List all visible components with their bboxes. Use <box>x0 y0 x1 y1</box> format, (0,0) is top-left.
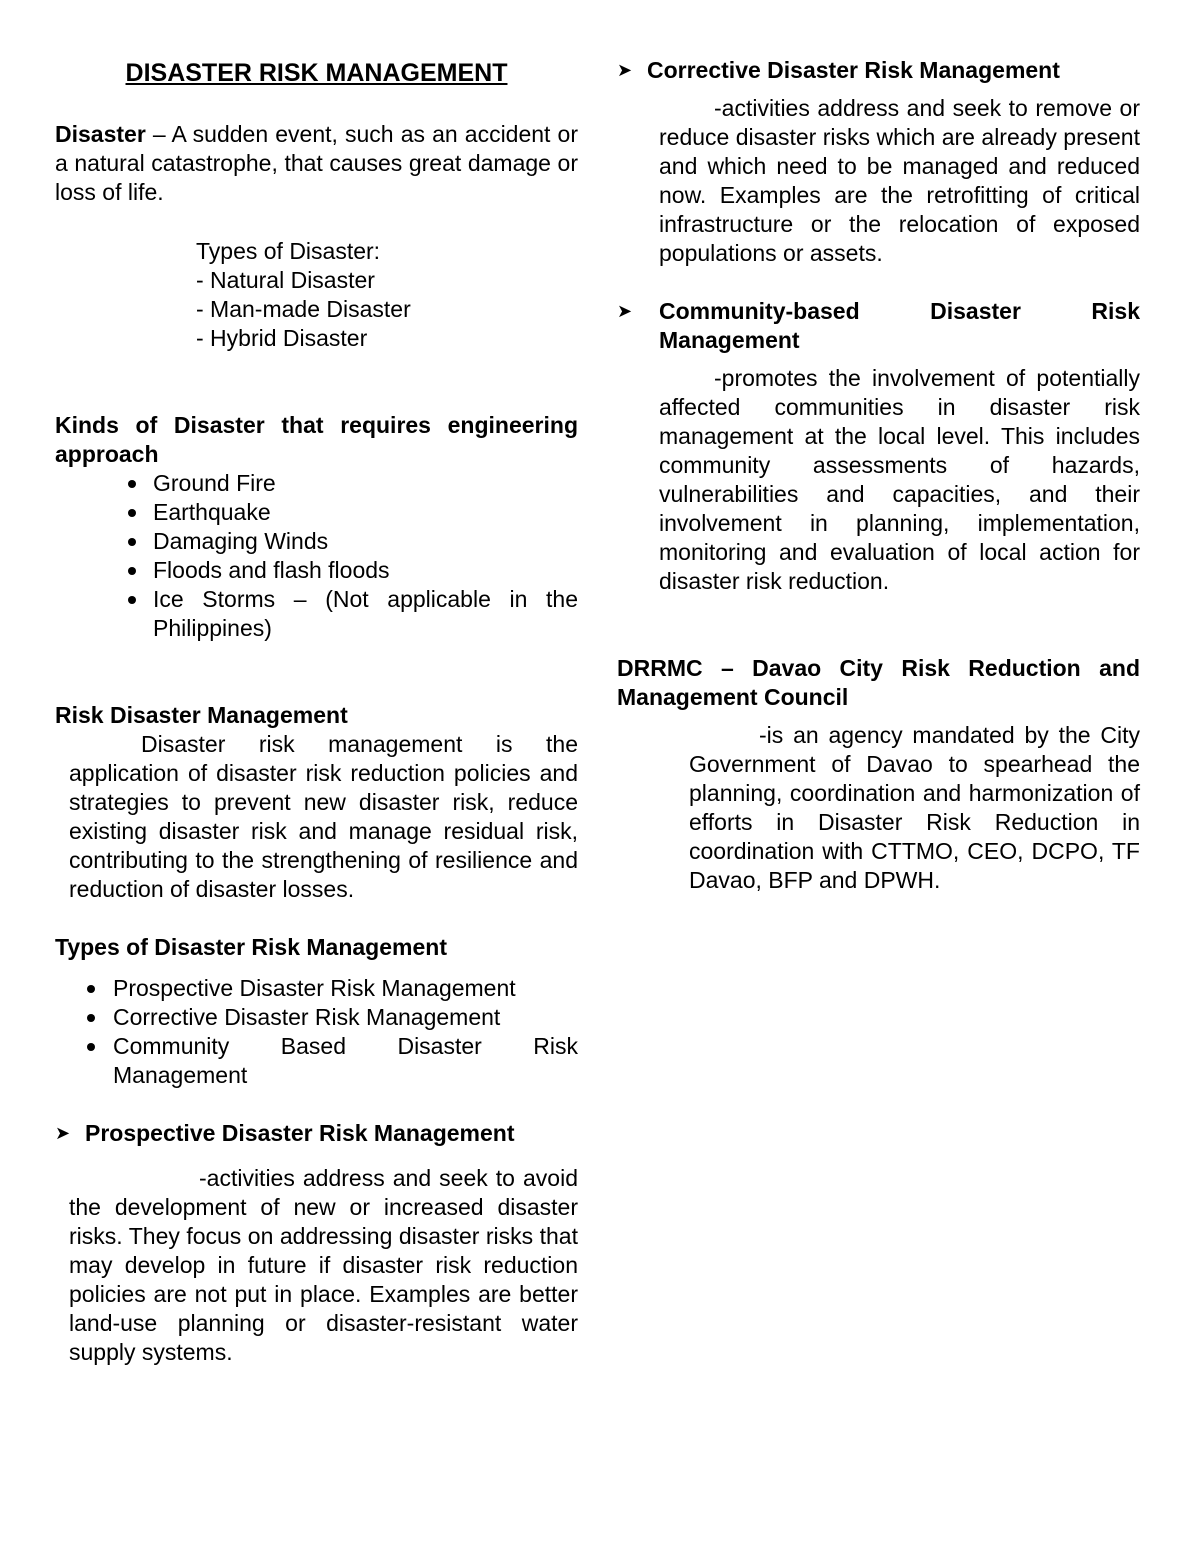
list-item-text: Earthquake <box>153 499 271 525</box>
list-item-text: Corrective Disaster Risk Management <box>113 1004 501 1030</box>
disaster-definition <box>55 120 578 207</box>
list-item <box>55 1032 578 1090</box>
list-item <box>55 585 578 643</box>
arrowhead-icon: ➤ <box>617 60 633 80</box>
list-item <box>55 556 578 585</box>
types-of-disaster-heading: Types of Disaster: <box>196 238 381 264</box>
bullet-icon <box>87 1043 95 1051</box>
types-drm-list <box>55 974 578 1090</box>
bullet-icon <box>128 509 136 517</box>
disaster-term: Disaster <box>55 121 146 147</box>
risk-management-text: Disaster risk management is the application of disaster risk reduction policies and strategies to prevent new disaster risk, reduce existing disaster risk and manage residual risk, contributing to the strengthening of resilience and reduction of disaster losses. <box>69 731 578 902</box>
drrmc-heading: DRRMC – Davao City Risk Reduction and Management Council <box>617 655 1140 710</box>
types-of-disaster <box>196 237 578 353</box>
drrmc-text: -is an agency mandated by the City Government of Davao to spearhead the planning, coordination and harmonization of efforts in Disaster Risk Reduction in coordination with CTTMO, CEO, DCPO, TF Davao, BFP and DPWH. <box>689 722 1140 893</box>
arrowhead-icon: ➤ <box>55 1123 71 1143</box>
document-title: DISASTER RISK MANAGEMENT <box>125 59 508 87</box>
prospective-heading: Prospective Disaster Risk Management <box>85 1120 515 1146</box>
types-of-disaster-item: - Hybrid Disaster <box>196 325 368 351</box>
left-column <box>55 56 578 1367</box>
list-item-text: Ground Fire <box>153 470 276 496</box>
bullet-icon <box>128 596 136 604</box>
list-item-text: Damaging Winds <box>153 528 329 554</box>
bullet-icon <box>128 538 136 546</box>
community-text: -promotes the involvement of potentially affected communities in disaster risk management at the local level. This includes community assessments of hazards, vulnerabilities and capacities, and their involvement in planning, implementation, monitoring and evaluation of local action for disaster risk reduction. <box>659 365 1140 594</box>
bullet-icon <box>87 985 95 993</box>
bullet-icon <box>128 480 136 488</box>
list-item <box>55 498 578 527</box>
list-item <box>55 974 578 1003</box>
types-of-disaster-item: - Natural Disaster <box>196 267 375 293</box>
list-item <box>55 1003 578 1032</box>
disaster-definition-text: – A sudden event, such as an accident or a natural catastrophe, that causes great damage or loss of life. <box>55 121 578 205</box>
risk-management-heading: Risk Disaster Management <box>55 702 348 728</box>
community-heading-row <box>617 297 1140 355</box>
corrective-heading-row <box>617 56 1140 85</box>
corrective-heading: Corrective Disaster Risk Management <box>647 57 1060 83</box>
prospective-text: -activities address and seek to avoid the development of new or increased disaster risks. They focus on addressing disaster risks that may develop in future if disaster risk reduction policies are not put in place. Examples are better land-use planning or disaster-resistant water supply systems. <box>69 1165 578 1365</box>
list-item-text: Floods and flash floods <box>153 557 390 583</box>
arrowhead-icon: ➤ <box>617 301 633 321</box>
corrective-text: -activities address and seek to remove or reduce disaster risks which are already present and which need to be managed and reduced now. Examples are the retrofitting of critical infrastructure or the relocation of exposed populations or assets. <box>659 95 1140 266</box>
types-drm-heading: Types of Disaster Risk Management <box>55 934 447 960</box>
prospective-heading-row <box>55 1119 578 1148</box>
kinds-heading: Kinds of Disaster that requires engineering approach <box>55 412 578 467</box>
list-item-text: Community Based Disaster Risk Management <box>113 1033 578 1088</box>
bullet-icon <box>87 1014 95 1022</box>
kinds-list <box>55 469 578 643</box>
right-column <box>617 56 1140 895</box>
list-item-text: Prospective Disaster Risk Management <box>113 975 516 1001</box>
community-heading: Community-based Disaster Risk Management <box>659 298 1140 353</box>
list-item <box>55 527 578 556</box>
list-item-text: Ice Storms – (Not applicable in the Philippines) <box>153 586 578 641</box>
types-of-disaster-item: - Man-made Disaster <box>196 296 411 322</box>
bullet-icon <box>128 567 136 575</box>
list-item <box>55 469 578 498</box>
